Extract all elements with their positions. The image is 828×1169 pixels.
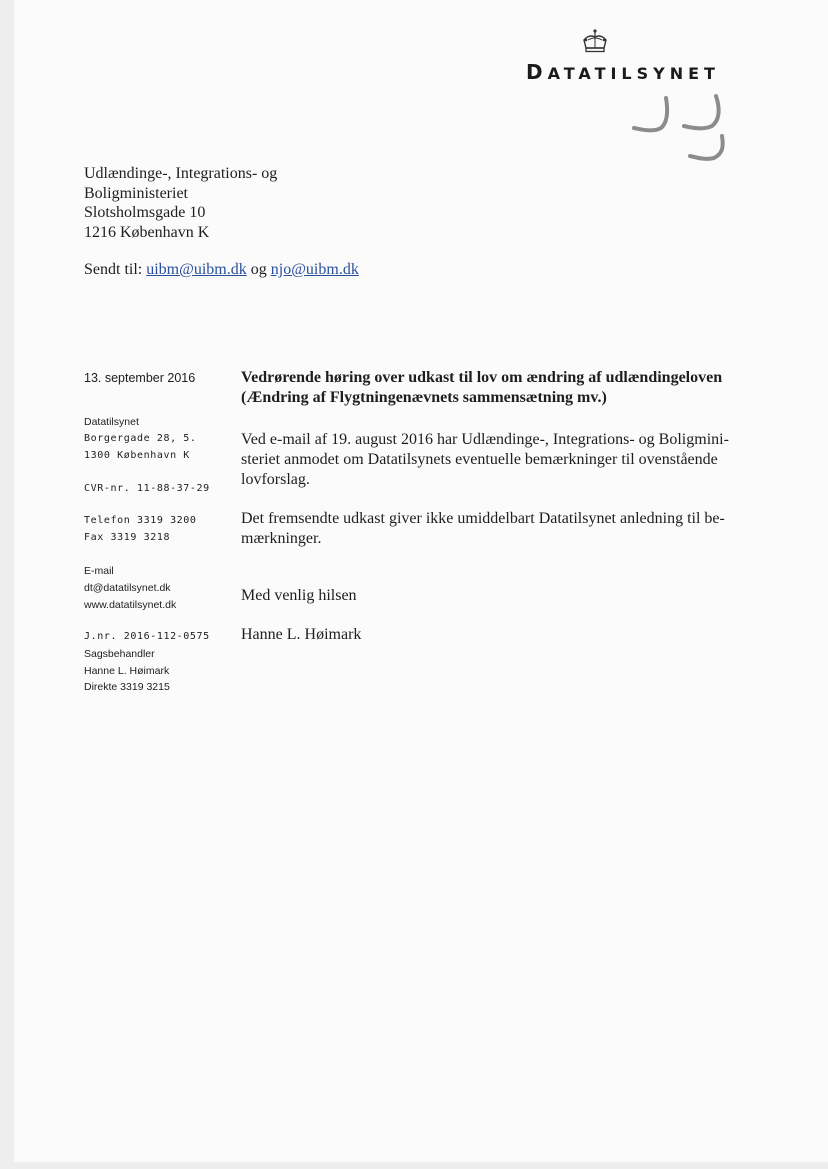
paragraph-line: mærkninger. bbox=[241, 530, 322, 547]
email-label: E-mail bbox=[84, 565, 114, 577]
sender-address bbox=[84, 414, 197, 464]
recipient-address bbox=[84, 164, 277, 242]
recipient-line: Slotsholmsgade 10 bbox=[84, 204, 206, 221]
sender-phone-block bbox=[84, 513, 197, 547]
sender-phone: Telefon 3319 3200 bbox=[84, 515, 197, 526]
royal-crown-icon bbox=[580, 28, 610, 54]
subject-line: Vedrørende høring over udkast til lov om ændring af udlændingeloven bbox=[241, 369, 723, 386]
paragraph-line: Ved e-mail af 19. august 2016 har Udlændinge-, Integrations- og Boligmini- bbox=[241, 431, 729, 448]
case-handler-direct: Direkte 3319 3215 bbox=[84, 681, 170, 694]
paragraph-line: Det fremsendte udkast giver ikke umiddelbart Datatilsynet anledning til be- bbox=[241, 510, 725, 527]
cvr-number: CVR-nr. 11-88-37-29 bbox=[84, 483, 210, 494]
letter-date: 13. september 2016 bbox=[84, 371, 196, 385]
journal-number: J.nr. 2016-112-0575 bbox=[84, 631, 210, 642]
recipient-line: 1216 København K bbox=[84, 223, 210, 241]
sent-to-label: Sendt til: bbox=[84, 261, 143, 278]
brand-wordmark: DATATILSYNET bbox=[526, 60, 720, 84]
case-info-block bbox=[84, 629, 210, 696]
sent-joiner: og bbox=[250, 261, 267, 278]
closing-salutation: Med venlig hilsen bbox=[241, 587, 357, 604]
email-link-njo[interactable]: njo@uibm.dk bbox=[270, 261, 359, 278]
sender-website[interactable]: www.datatilsynet.dk bbox=[84, 598, 177, 611]
sender-street: Borgergade 28, 5. bbox=[84, 432, 197, 444]
sender-org: Datatilsynet bbox=[84, 416, 139, 428]
scan-edge-left bbox=[0, 0, 14, 1169]
recipient-line: Boligministeriet bbox=[84, 184, 188, 202]
scan-edge-bottom bbox=[0, 1162, 828, 1169]
paragraph-line: steriet anmodet om Datatilsynets eventuelle bemærkninger til ovenstående bbox=[241, 451, 718, 468]
letter-body bbox=[241, 368, 761, 643]
letter-subject bbox=[241, 368, 761, 408]
handwritten-marks bbox=[628, 92, 738, 172]
signature-name: Hanne L. Høimark bbox=[241, 626, 362, 643]
sender-contact-block bbox=[84, 563, 176, 613]
subject-line: (Ændring af Flygtningenævnets sammensætning mv.) bbox=[241, 389, 607, 406]
sent-to-line bbox=[84, 261, 359, 279]
email-link-uibm[interactable]: uibm@uibm.dk bbox=[146, 261, 247, 278]
paragraph-line: lovforslag. bbox=[241, 471, 310, 488]
case-handler-name: Hanne L. Høimark bbox=[84, 664, 170, 677]
case-handler-label: Sagsbehandler bbox=[84, 647, 155, 660]
paragraph-request bbox=[241, 430, 761, 490]
recipient-line: Udlændinge-, Integrations- og bbox=[84, 165, 278, 182]
paragraph-response bbox=[241, 509, 761, 549]
sender-fax: Fax 3319 3218 bbox=[84, 531, 171, 543]
sender-city: 1300 København K bbox=[84, 449, 190, 461]
sender-email[interactable]: dt@datatilsynet.dk bbox=[84, 581, 171, 594]
